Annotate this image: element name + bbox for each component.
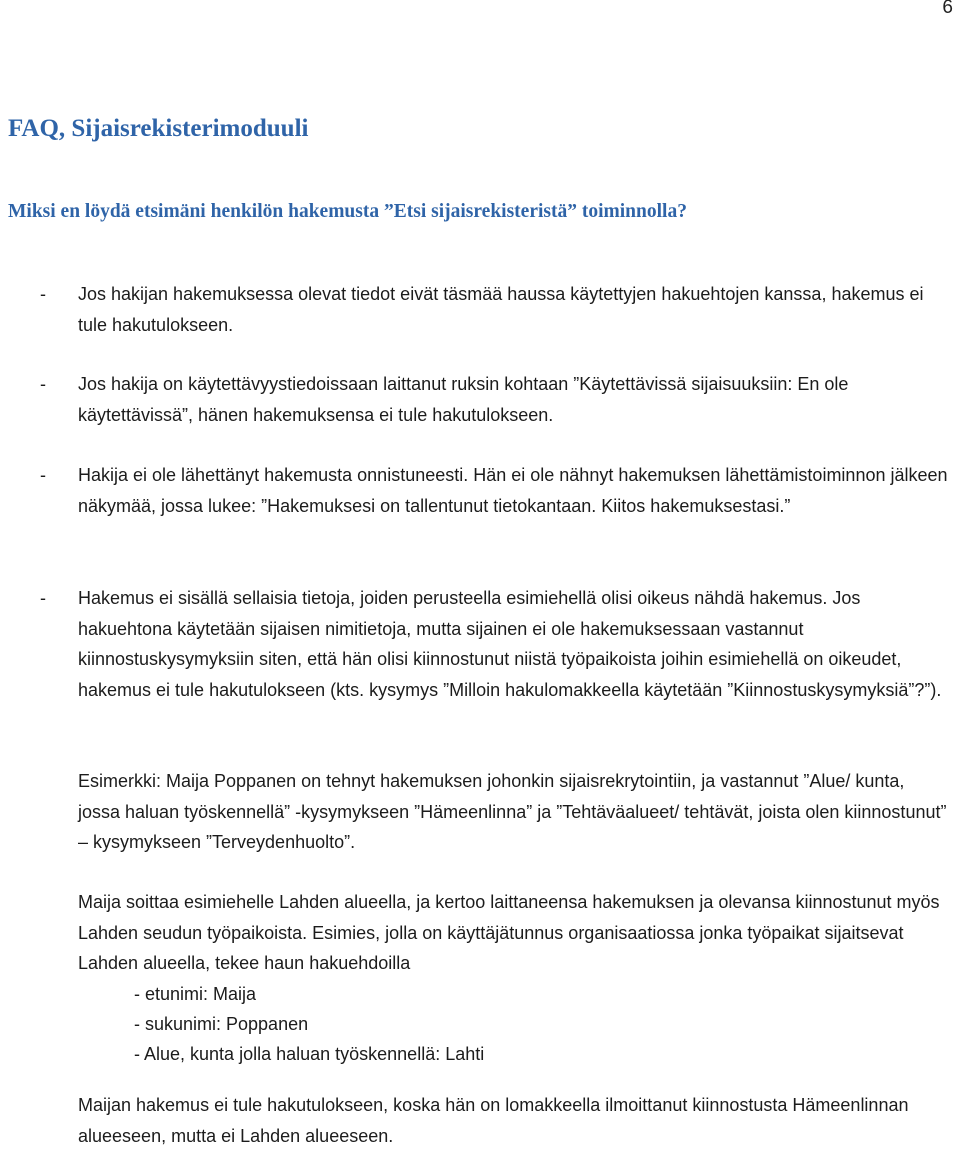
search-criterion: - Alue, kunta jolla haluan työskennellä: Lahti (134, 1044, 485, 1064)
bullet-marker: - (40, 465, 46, 485)
faq-question: Miksi en löydä etsimäni henkilön hakemusta ”Etsi sijaisrekisteristä” toiminnolla? (8, 201, 687, 222)
call-paragraph: Maija soittaa esimiehelle Lahden alueella, ja kertoo laittaneensa hakemuksen ja olevansa kiinnostunut myös Lahden seudun työpaikoista. Esimies, jolla on käyttäjätunnus organisaatiossa jonka työpaikat sijaitsevat Lahden alueella, tekee haun hakuehdoilla (78, 892, 940, 973)
search-criterion: - sukunimi: Poppanen (134, 1014, 309, 1034)
bullet-item: Hakija ei ole lähettänyt hakemusta onnistuneesti. Hän ei ole nähnyt hakemuksen lähettämistoiminnon jälkeen näkymää, jossa lukee: ”Hakemuksesi on tallentunut tietokantaan. Kiitos hakemuksestasi.” (78, 465, 948, 516)
bullet-item: Jos hakija on käytettävyystiedoissaan laittanut ruksin kohtaan ”Käytettävissä sijaisuuksiin: En ole käytettävissä”, hänen hakemuksensa ei tule hakutulokseen. (78, 374, 849, 425)
bullet-marker: - (40, 374, 46, 394)
bullet-marker: - (40, 588, 46, 608)
bullet-item: Jos hakijan hakemuksessa olevat tiedot eivät täsmää haussa käytettyjen hakuehtojen kanssa, hakemus ei tule hakutulokseen. (78, 284, 924, 335)
search-criterion: - etunimi: Maija (134, 984, 257, 1004)
bullet-item: Hakemus ei sisällä sellaisia tietoja, joiden perusteella esimiehellä olisi oikeus nähdä hakemus. Jos hakuehtona käytetään sijaisen nimitietoja, mutta sijainen ei ole hakemuksessaan vastannut kiinnostuskysymyksiin siten, että hän olisi kiinnostunut niistä työpaikoista joihin esimiehellä on oikeudet, hakemus ei tule hakutulokseen (kts. kysymys ”Milloin hakulomakkeella käytetään ”Kiinnostuskysymyksiä”?”). (78, 588, 942, 700)
bullet-marker: - (40, 284, 46, 304)
example-paragraph: Esimerkki: Maija Poppanen on tehnyt hakemuksen johonkin sijaisrekrytointiin, ja vastannut ”Alue/ kunta, jossa haluan työskennellä” -kysymykseen ”Hämeenlinna” ja ”Tehtäväalueet/ tehtävät, joista olen kiinnostunut” – kysymykseen ”Terveydenhuolto”. (78, 771, 947, 852)
page-title: FAQ, Sijaisrekisterimoduuli (8, 115, 309, 142)
page-number: 6 (942, 0, 953, 18)
conclusion-paragraph: Maijan hakemus ei tule hakutulokseen, koska hän on lomakkeella ilmoittanut kiinnostusta Hämeenlinnan alueeseen, mutta ei Lahden alueeseen. (78, 1095, 909, 1146)
